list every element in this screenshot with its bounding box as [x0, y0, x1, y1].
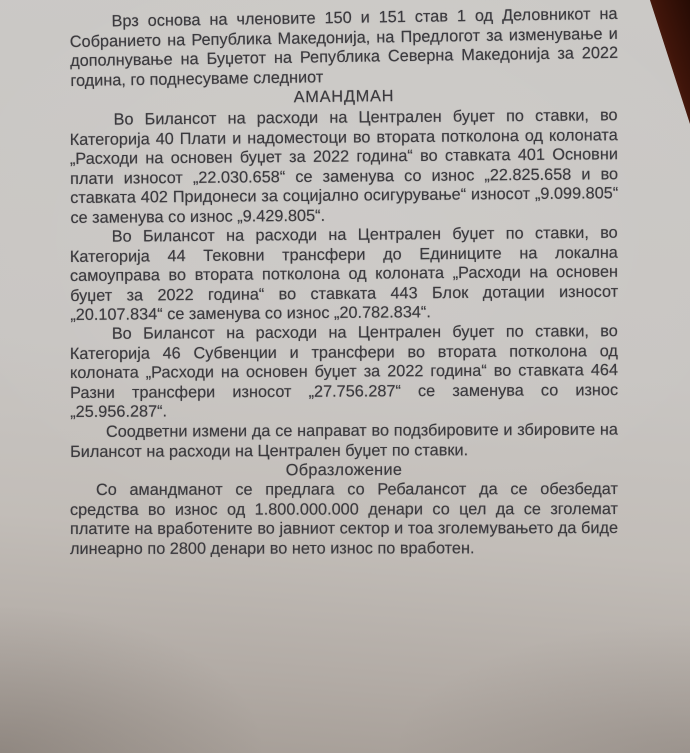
- paper-document: [69, 4, 619, 559]
- amendment-paragraph-category-44: Во Билансот на расходи на Централен буџет по ставки, во Категорија 44 Тековни трансфери до Единиците на локална самоуправа во втората потколона од колоната „Расходи на основен буџет за 2022 година“ во ставката 443 Блок дотации износот „20.107.834“ се заменува со износ „20.782.834“.: [69, 223, 619, 324]
- closing-note-paragraph: Соодветни измени да се направат во подзбировите и збировите на Билансот на расходи на Централен буџет по ставки.: [70, 420, 618, 460]
- document-title: АМАНДМАН: [293, 87, 395, 107]
- amendment-paragraph-category-46: Во Билансот на расходи на Централен буџет по ставки, во Категорија 46 Субвенции и трансфери во втората потколона од колоната „Расходи на основен буџет за 2022 година“ во ставката 464 Разни трансфери износот „27.756.287“ се заменува со износ „25.956.287“.: [69, 322, 619, 421]
- desk-surface: [646, 0, 690, 124]
- intro-paragraph: Врз основа на членовите 150 и 151 став 1 од Деловникот на Собранието на Република Македонија, на Предлогот за изменување и дополнување на Буџетот на Република Северна Македонија за 2022 година, го поднесуваме следниот: [69, 4, 619, 90]
- rationale-paragraph: Со амандманот се предлага со Ребалансот да се обезбедат средства во износ од 1.800.000.000 денари со цел да се зголемат платите на вработените во јавниот сектор и тоа зголемувањето да биде линеарно по 2800 денари во нето износ по вработен.: [69, 480, 619, 558]
- section-heading: Образложение: [285, 460, 403, 479]
- amendment-paragraph-category-40: Во Билансот на расходи на Централен буџет по ставки, во Категорија 40 Плати и надоместоци во втората потколона од колоната „Расходи на основен буџет за 2022 година“ во ставката 401 Основни плати износот „22.030.658“ се заменува со износ „22.825.658 и во ставката 402 Придонеси за социјално осигурување“ износот „9.099.805“ се заменува со износ „9.429.805“.: [69, 105, 619, 226]
